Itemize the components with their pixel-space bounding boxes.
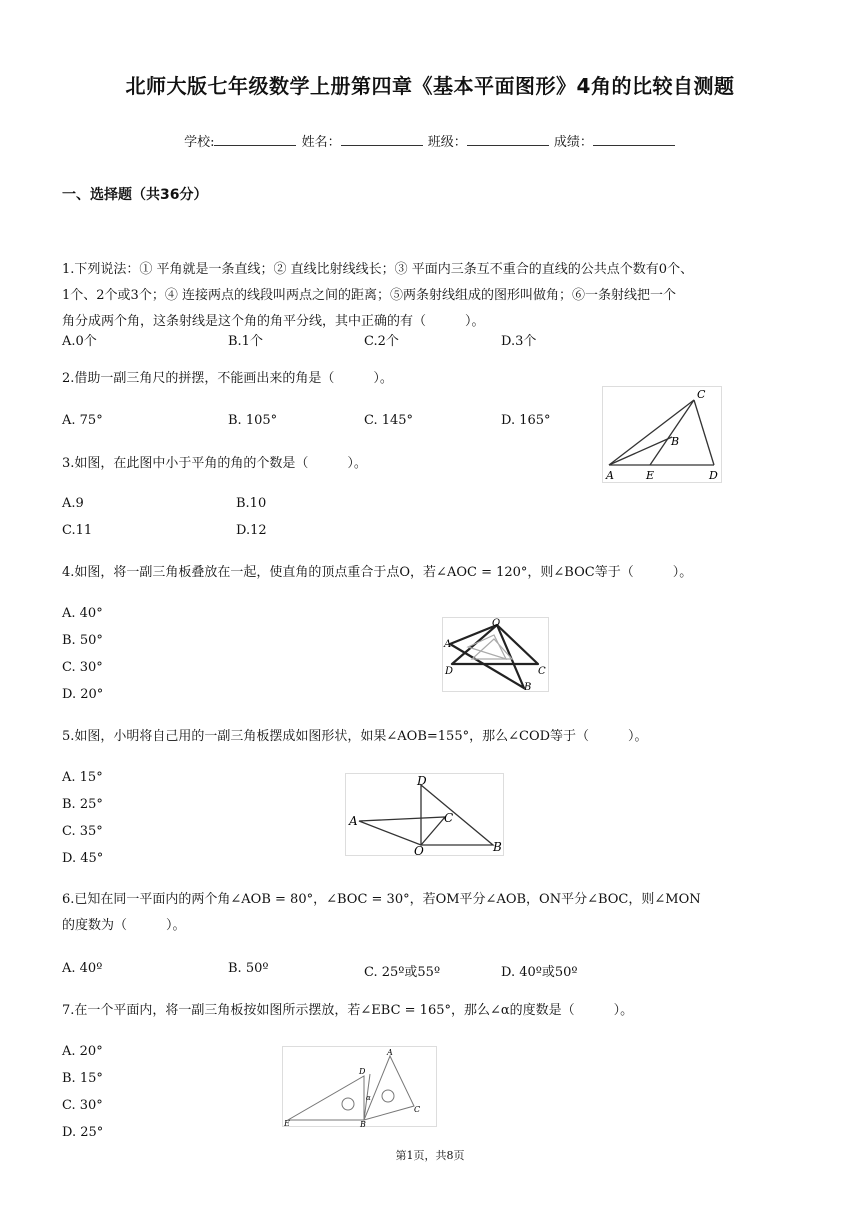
q7-option-a: A. 20° <box>62 1044 103 1059</box>
question-1 <box>62 257 693 335</box>
question-3: 3.如图，在此图中小于平角的角的个数是（ ）。 <box>62 456 367 471</box>
point-label-d: D <box>709 469 718 482</box>
q4-option-a: A. 40° <box>62 606 103 621</box>
set-square-2 <box>452 625 538 664</box>
point-label-a: A <box>349 814 358 828</box>
point-label-b: B <box>493 840 502 854</box>
q4-option-b: B. 50° <box>62 633 103 648</box>
q6-option-d: D. 40º或50º <box>501 965 578 980</box>
question-1-line-3: 角分成两个角，这条射线是这个角的角平分线，其中正确的有（ ）。 <box>62 314 485 329</box>
section-heading: 一、选择题（共36分） <box>62 187 208 203</box>
q3-option-a: A.9 <box>62 496 84 511</box>
q1-option-a: A.0个 <box>62 334 97 349</box>
name-blank <box>341 133 423 146</box>
point-label-b: B <box>671 435 680 448</box>
q5-option-d: D. 45° <box>62 851 104 866</box>
q7-option-c: C. 30° <box>62 1098 103 1113</box>
student-info-line <box>0 131 860 150</box>
q4-option-d: D. 20° <box>62 687 104 702</box>
segment-cd <box>694 400 714 465</box>
q1-option-c: C.2个 <box>364 334 399 349</box>
q3-option-b: B.10 <box>236 496 267 511</box>
point-label-d: D <box>417 774 427 788</box>
q5-option-b: B. 25° <box>62 797 103 812</box>
figure-frame <box>283 1047 437 1127</box>
question-7: 7.在一个平面内，将一副三角板按如图所示摆放，若∠EBC = 165°，那么∠α的度数是（ ）。 <box>62 1003 634 1018</box>
school-blank <box>214 133 296 146</box>
segment-ec <box>650 400 694 465</box>
class-label: 班级： <box>427 135 467 150</box>
q3-option-d: D.12 <box>236 523 267 538</box>
point-label-d: D <box>445 666 454 677</box>
inner-cutout-1 <box>468 635 506 659</box>
inner-hole-left <box>342 1098 354 1110</box>
q6-option-b: B. 50º <box>228 961 269 976</box>
figure-q5-set-squares <box>345 773 505 857</box>
school-label: 学校: <box>184 135 215 150</box>
q6-option-a: A. 40º <box>62 961 103 976</box>
score-label: 成绩： <box>553 135 593 150</box>
q6-option-c: C. 25º或55º <box>364 965 441 980</box>
set-square-left <box>359 817 445 845</box>
question-1-line-1: 1.下列说法：① 平角就是一条直线；② 直线比射线线长；③ 平面内三条互不重合的直线的公共点个数有0个、 <box>62 262 694 277</box>
q5-option-a: A. 15° <box>62 770 103 785</box>
q3-option-c: C.11 <box>62 523 93 538</box>
question-4: 4.如图，将一副三角板叠放在一起，使直角的顶点重合于点O，若∠AOC = 120°，则∠BOC等于（ ）。 <box>62 565 693 580</box>
question-2: 2.借助一副三角尺的拼摆，不能画出来的角是（ ）。 <box>62 371 393 386</box>
q2-option-b: B. 105° <box>228 413 278 428</box>
page-footer: 第1页，共8页 <box>395 1149 465 1162</box>
point-label-c: C <box>697 388 706 401</box>
figure-q3-triangle <box>602 386 724 484</box>
point-label-e: E <box>646 469 655 482</box>
question-6-line-1: 6.已知在同一平面内的两个角∠AOB = 80°，∠BOC = 30°，若OM平分∠AOB，ON平分∠BOC，则∠MON <box>62 892 701 907</box>
question-6 <box>62 887 701 939</box>
set-square-left <box>288 1076 364 1120</box>
q2-option-c: C. 145° <box>364 413 414 428</box>
class-blank <box>467 133 549 146</box>
q7-option-b: B. 15° <box>62 1071 103 1086</box>
inner-hole-right <box>382 1090 394 1102</box>
q2-option-a: A. 75° <box>62 413 103 428</box>
question-5: 5.如图，小明将自己用的一副三角板摆成如图形状，如果∠AOB=155°，那么∠COD等于（ ）。 <box>62 729 648 744</box>
name-label: 姓名： <box>301 135 341 150</box>
point-label-o: O <box>492 618 501 629</box>
question-1-line-2: 1个、2个或3个；④ 连接两点的线段叫两点之间的距离；⑤两条射线组成的图形叫做角；⑥一条射线把一个 <box>62 288 676 303</box>
score-blank <box>593 133 675 146</box>
point-label-c: C <box>538 666 546 677</box>
q1-option-d: D.3个 <box>501 334 537 349</box>
set-square-right <box>364 1056 414 1120</box>
set-square-right <box>421 785 493 845</box>
point-label-a: A <box>444 639 452 650</box>
point-label-o: O <box>414 844 424 857</box>
figure-q4-set-squares <box>442 617 550 693</box>
point-label-a: A <box>606 469 614 482</box>
point-label-c: C <box>414 1105 421 1114</box>
point-label-b: B <box>360 1120 366 1128</box>
point-label-b: B <box>524 682 532 693</box>
q2-option-d: D. 165° <box>501 413 551 428</box>
q1-option-b: B.1个 <box>228 334 263 349</box>
point-label-c: C <box>444 811 454 825</box>
segment-ac <box>609 400 694 465</box>
point-label-a: A <box>387 1048 393 1057</box>
question-6-line-2: 的度数为（ ）。 <box>62 918 186 933</box>
q7-option-d: D. 25° <box>62 1125 104 1140</box>
point-label-e: E <box>284 1119 290 1128</box>
page-title: 北师大版七年级数学上册第四章《基本平面图形》4角的比较自测题 <box>125 74 735 98</box>
point-label-d: D <box>359 1067 366 1076</box>
q4-option-c: C. 30° <box>62 660 103 675</box>
figure-q7-set-squares <box>282 1046 438 1128</box>
angle-label-alpha: α <box>366 1094 371 1102</box>
q5-option-c: C. 35° <box>62 824 103 839</box>
